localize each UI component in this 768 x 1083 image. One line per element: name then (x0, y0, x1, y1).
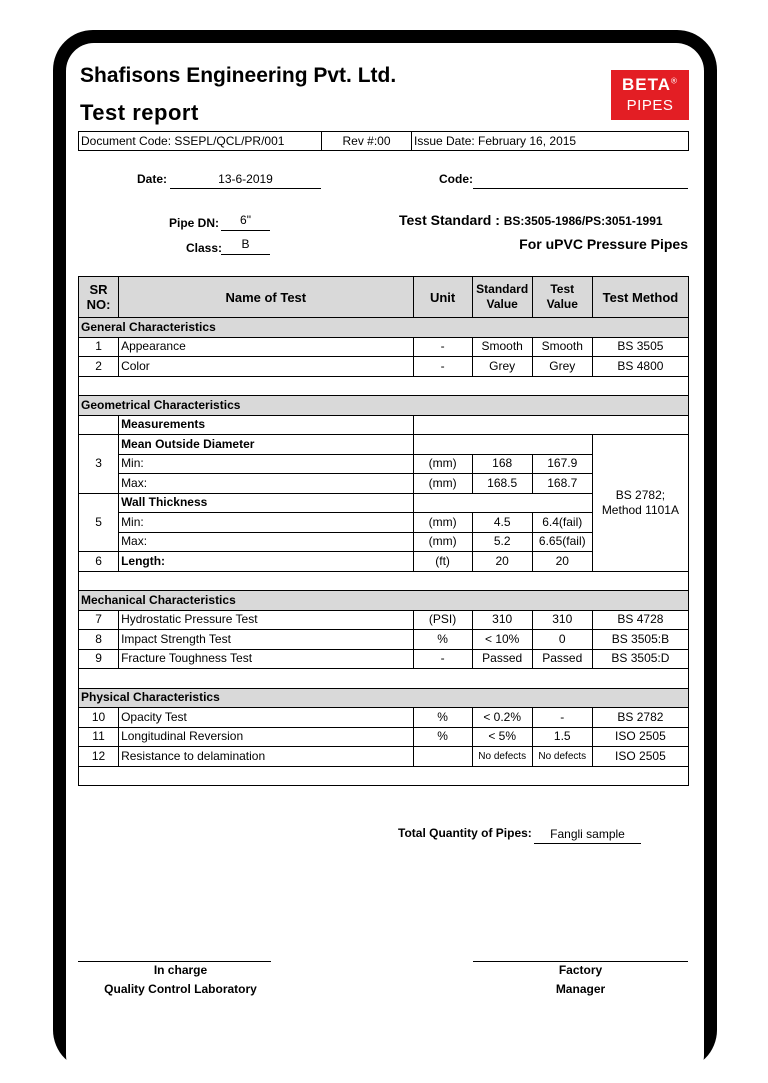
spacer-row (79, 766, 689, 786)
cell-name: Min: (119, 454, 413, 474)
issue-date: Issue Date: February 16, 2015 (414, 134, 577, 148)
cell-unit: (mm) (413, 532, 472, 552)
header-standard: Standard Value (472, 277, 532, 318)
cell-unit: - (413, 337, 472, 357)
cell-test: No defects (532, 747, 592, 767)
cell-unit: % (413, 630, 472, 650)
pipe-dn-label: Pipe DN: (169, 216, 220, 230)
cell-sr: 6 (79, 552, 119, 572)
cell-method: ISO 2505 (592, 727, 688, 747)
table-row (79, 708, 689, 728)
quantity-label: Total Quantity of Pipes: (398, 826, 532, 840)
date-field: 13-6-2019 (170, 172, 321, 189)
cell-name: Color (119, 357, 413, 377)
cell-test: Grey (532, 357, 592, 377)
mean-od-label: Mean Outside Diameter (119, 435, 413, 455)
table-row (79, 630, 689, 650)
cell-name: Impact Strength Test (119, 630, 413, 650)
cell-method: BS 4728 (592, 610, 688, 630)
header-test: Test Value (532, 277, 592, 318)
logo-text-beta: BETA (622, 75, 672, 94)
cell-standard: Smooth (472, 337, 532, 357)
pipe-dn-field: 6" (221, 213, 270, 231)
cell-name: Min: (119, 513, 413, 533)
cell-standard: Grey (472, 357, 532, 377)
cell-standard: No defects (472, 747, 532, 767)
test-standard (399, 212, 663, 228)
cell-unit: (PSI) (413, 610, 472, 630)
cell-method: BS 3505 (592, 337, 688, 357)
table-row (79, 610, 689, 630)
section-physical: Physical Characteristics (79, 688, 689, 708)
spacer-row (79, 669, 689, 689)
date-label: Date: (137, 172, 168, 186)
cell-unit: (mm) (413, 454, 472, 474)
section-mechanical: Mechanical Characteristics (79, 591, 689, 611)
cell-standard: 168.5 (472, 474, 532, 494)
cell-name: Longitudinal Reversion (119, 727, 413, 747)
cell-sr: 9 (79, 649, 119, 669)
cell-sr: 11 (79, 727, 119, 747)
cell-method: BS 2782 (592, 708, 688, 728)
code-label: Code: (439, 172, 473, 186)
geo-method-line1: BS 2782; (615, 487, 666, 502)
document-info-bar (78, 131, 689, 151)
spacer-row (79, 571, 689, 591)
wall-thickness-label: Wall Thickness (119, 493, 413, 513)
test-standard-value: BS:3505-1986/PS:3051-1991 (503, 214, 663, 228)
signature-line-left (78, 961, 271, 962)
beta-pipes-logo (611, 70, 689, 120)
cell-method: BS 3505:B (592, 630, 688, 650)
test-standard-label: Test Standard : (399, 212, 500, 228)
signature-left-line1: In charge (153, 963, 208, 977)
cell-name: Opacity Test (119, 708, 413, 728)
signature-left-line2: Quality Control Laboratory (104, 982, 257, 996)
cell-standard: Passed (472, 649, 532, 669)
cell-method: ISO 2505 (592, 747, 688, 767)
cell-name: Max: (119, 532, 413, 552)
revision: Rev #:00 (322, 132, 412, 150)
cell-name: Fracture Toughness Test (119, 649, 413, 669)
table-row (79, 435, 689, 455)
section-row (79, 396, 689, 416)
cell-test: 1.5 (532, 727, 592, 747)
class-label: Class: (186, 241, 223, 255)
document-code: Document Code: SSEPL/QCL/PR/001 (79, 132, 322, 150)
cell-standard: 310 (472, 610, 532, 630)
cell-standard: 20 (472, 552, 532, 572)
geometrical-method (592, 435, 688, 572)
cell-name: Hydrostatic Pressure Test (119, 610, 413, 630)
cell-sr: 7 (79, 610, 119, 630)
signature-incharge (78, 963, 283, 996)
table-row (79, 415, 689, 435)
section-row (79, 688, 689, 708)
signature-line-right (473, 961, 688, 962)
cell-test: Smooth (532, 337, 592, 357)
header-name: Name of Test (119, 277, 413, 318)
cell-standard: < 0.2% (472, 708, 532, 728)
logo-text-pipes: PIPES (626, 97, 674, 114)
section-row (79, 591, 689, 611)
cell-unit: - (413, 649, 472, 669)
section-row (79, 318, 689, 338)
cell-name: Max: (119, 474, 413, 494)
cell-standard: 4.5 (472, 513, 532, 533)
cell-name: Appearance (119, 337, 413, 357)
cell-sr: 2 (79, 357, 119, 377)
cell-test: 0 (532, 630, 592, 650)
report-title: Test report (80, 100, 199, 125)
cell-test: 168.7 (532, 474, 592, 494)
cell-test: 20 (532, 552, 592, 572)
cell-standard: < 5% (472, 727, 532, 747)
cell-sr: 5 (79, 493, 119, 552)
cell-unit: (mm) (413, 513, 472, 533)
table-row (79, 337, 689, 357)
table-row (79, 649, 689, 669)
code-field (473, 172, 688, 189)
table-row (79, 747, 689, 767)
cell-sr: 8 (79, 630, 119, 650)
class-field: B (221, 237, 270, 255)
cell-sr: 10 (79, 708, 119, 728)
cell-name: Resistance to delamination (119, 747, 413, 767)
cell-test: 6.65(fail) (532, 532, 592, 552)
table-row (79, 727, 689, 747)
cell-test: 167.9 (532, 454, 592, 474)
cell-unit: % (413, 708, 472, 728)
spacer-row (79, 376, 689, 396)
cell-method: BS 4800 (592, 357, 688, 377)
cell-standard: 5.2 (472, 532, 532, 552)
table-row (79, 357, 689, 377)
cell-name: Length: (119, 552, 413, 572)
geo-method-line2: Method 1101A (601, 502, 679, 517)
logo-registered-mark: ® (671, 76, 678, 86)
cell-test: Passed (532, 649, 592, 669)
cell-sr: 1 (79, 337, 119, 357)
section-geometrical: Geometrical Characteristics (79, 396, 689, 416)
cell-standard: < 10% (472, 630, 532, 650)
cell-unit: % (413, 727, 472, 747)
cell-unit (413, 747, 472, 767)
cell-method: BS 3505:D (592, 649, 688, 669)
header-method: Test Method (592, 277, 688, 318)
company-name: Shafisons Engineering Pvt. Ltd. (80, 64, 397, 87)
section-general: General Characteristics (79, 318, 689, 338)
cell-sr: 3 (79, 435, 119, 494)
table-header-row (79, 277, 689, 318)
cell-test: - (532, 708, 592, 728)
cell-unit: (ft) (413, 552, 472, 572)
cell-sr: 12 (79, 747, 119, 767)
cell-standard: 168 (472, 454, 532, 474)
test-results-table (78, 276, 689, 786)
standard-subtitle: For uPVC Pressure Pipes (519, 236, 688, 252)
cell-unit: - (413, 357, 472, 377)
cell-unit: (mm) (413, 474, 472, 494)
header-unit: Unit (413, 277, 472, 318)
cell-test: 310 (532, 610, 592, 630)
signature-factory-manager (473, 963, 688, 996)
cell-test: 6.4(fail) (532, 513, 592, 533)
signature-right-line2: Manager (555, 982, 606, 996)
header-sr: SR NO: (79, 277, 119, 318)
measurements-label: Measurements (119, 415, 413, 435)
quantity-field: Fangli sample (534, 827, 641, 844)
signature-right-line1: Factory (558, 963, 603, 977)
